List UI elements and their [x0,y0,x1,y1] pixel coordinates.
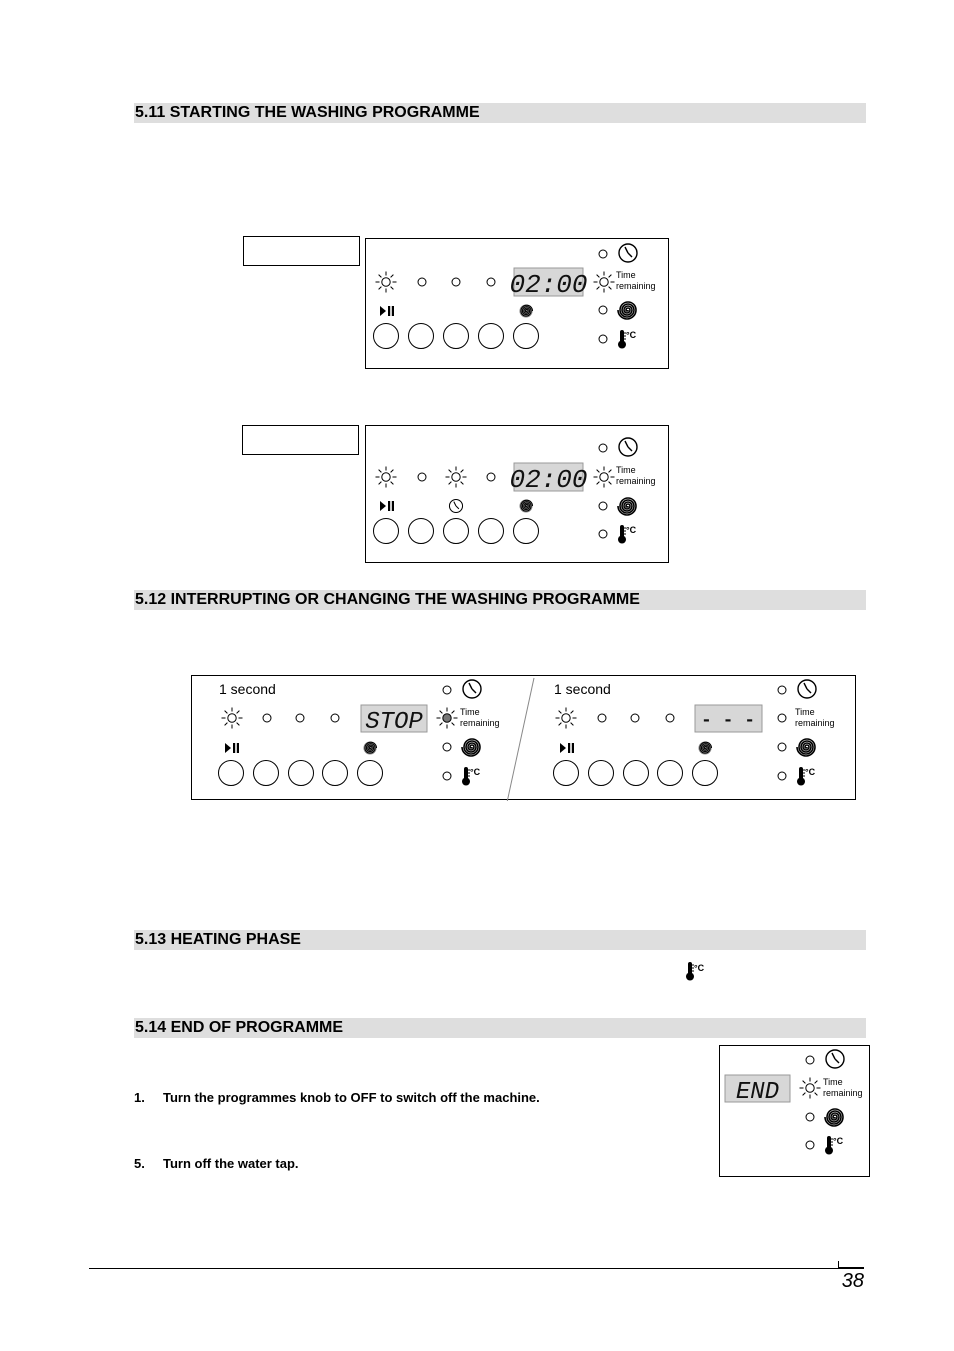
button-3[interactable] [289,761,314,786]
display-stop: STOP [365,709,423,736]
celsius-label: °C [626,330,637,340]
display-time: 02:00 [509,465,588,495]
step-5 [134,1156,299,1171]
temp-led [599,335,607,343]
time-remaining-light-icon [437,708,458,729]
time-remaining-light-icon [800,1078,821,1099]
clock-icon [826,1050,844,1068]
spin-led [778,743,786,751]
clock-icon [463,680,481,698]
thermometer-icon [462,767,470,786]
step-number: 5. [134,1156,145,1171]
spin-small-icon [363,741,376,754]
celsius-label: °C [694,963,705,973]
temp-led [599,530,607,538]
spin-small-icon [519,499,532,512]
play-pause-icon [560,743,574,753]
clock-icon [619,438,637,456]
footer-rule [89,1268,864,1269]
thermometer-icon [684,960,710,984]
time-label: Time [460,707,480,717]
celsius-label: °C [833,1136,844,1146]
button-4[interactable] [658,761,683,786]
remaining-label: remaining [460,718,500,728]
section-heading-5-14: 5.14 END OF PROGRAMME [134,1018,866,1038]
panel-divider [506,678,534,801]
option-led-1 [598,714,606,722]
button-1[interactable] [374,519,399,544]
time-label: Time [795,707,815,717]
option-led-2 [631,714,639,722]
play-pause-icon [380,306,394,316]
step-1 [134,1090,540,1105]
button-5[interactable] [514,324,539,349]
control-panel-stop [191,675,856,800]
button-5[interactable] [514,519,539,544]
temp-led [778,772,786,780]
one-second-label-right: 1 second [554,681,611,697]
blinking-light-icon [556,708,577,729]
option-light-2-icon [446,467,467,488]
button-4[interactable] [323,761,348,786]
remaining-label: remaining [795,718,835,728]
thermometer-icon [825,1136,833,1155]
spin-led [806,1113,814,1121]
option-led-3 [666,714,674,722]
clock-led [443,686,451,694]
blinking-light-icon [222,708,243,729]
one-second-label-left: 1 second [219,681,276,697]
celsius-label: °C [470,767,481,777]
control-panel-2 [365,425,669,563]
delay-clock-icon [449,499,462,512]
time-label: Time [616,465,636,475]
clock-icon [798,680,816,698]
temp-led [806,1141,814,1149]
time-label: Time [616,270,636,280]
button-3[interactable] [444,324,469,349]
clock-led [599,444,607,452]
spin-icon [618,302,636,319]
spin-small-icon [698,741,711,754]
spin-led [599,502,607,510]
celsius-label: °C [805,767,816,777]
option-led-2 [452,278,460,286]
label-box-2 [242,425,359,455]
spin-icon [797,739,815,756]
clock-led [778,686,786,694]
footer-tick [838,1261,864,1268]
option-led-3 [487,473,495,481]
section-heading-5-12: 5.12 INTERRUPTING OR CHANGING THE WASHING PROGRAMME [134,590,866,610]
display-time: 02:00 [509,270,588,300]
clock-led [806,1056,814,1064]
button-4[interactable] [479,519,504,544]
button-3[interactable] [444,519,469,544]
thermometer-icon [618,525,626,544]
play-pause-icon [380,501,394,511]
step-text: Turn off the water tap. [163,1156,299,1171]
clock-led [599,250,607,258]
option-led-1 [263,714,271,722]
option-led-1 [418,278,426,286]
option-led-2 [296,714,304,722]
spin-led [443,743,451,751]
time-label: Time [823,1077,843,1087]
blinking-light-icon [376,467,397,488]
button-5[interactable] [693,761,718,786]
remaining-label: remaining [823,1088,863,1098]
time-remaining-light-icon [594,272,615,293]
section-heading-5-13: 5.13 HEATING PHASE [134,930,866,950]
time-remaining-light-icon [594,467,615,488]
option-led-3 [487,278,495,286]
celsius-label: °C [626,525,637,535]
blinking-light-icon [376,272,397,293]
option-led-3 [331,714,339,722]
thermometer-icon [797,767,805,786]
spin-icon [618,498,636,515]
display-end: END [735,1079,780,1106]
button-2[interactable] [589,761,614,786]
remaining-label: remaining [616,281,656,291]
spin-led [599,306,607,314]
button-1[interactable] [219,761,244,786]
button-2[interactable] [254,761,279,786]
play-pause-icon [225,743,239,753]
button-1[interactable] [374,324,399,349]
temp-led [443,772,451,780]
thermometer-icon [618,330,626,349]
clock-icon [619,244,637,262]
time-remaining-led [778,714,786,722]
section-heading-5-11: 5.11 STARTING THE WASHING PROGRAMME [134,103,866,123]
spin-small-icon [519,304,532,317]
button-2[interactable] [409,324,434,349]
label-box-1 [243,236,360,266]
spin-icon [825,1109,843,1126]
button-2[interactable] [409,519,434,544]
control-panel-1 [365,238,669,369]
button-4[interactable] [479,324,504,349]
display-dashes: - - - [700,711,756,731]
option-led-1 [418,473,426,481]
step-text: Turn the programmes knob to OFF to switch off the machine. [163,1090,540,1105]
control-panel-end [719,1045,870,1177]
button-3[interactable] [624,761,649,786]
button-5[interactable] [358,761,383,786]
step-number: 1. [134,1090,145,1105]
spin-icon [462,739,480,756]
page-number: 38 [841,1270,864,1292]
remaining-label: remaining [616,476,656,486]
button-1[interactable] [554,761,579,786]
